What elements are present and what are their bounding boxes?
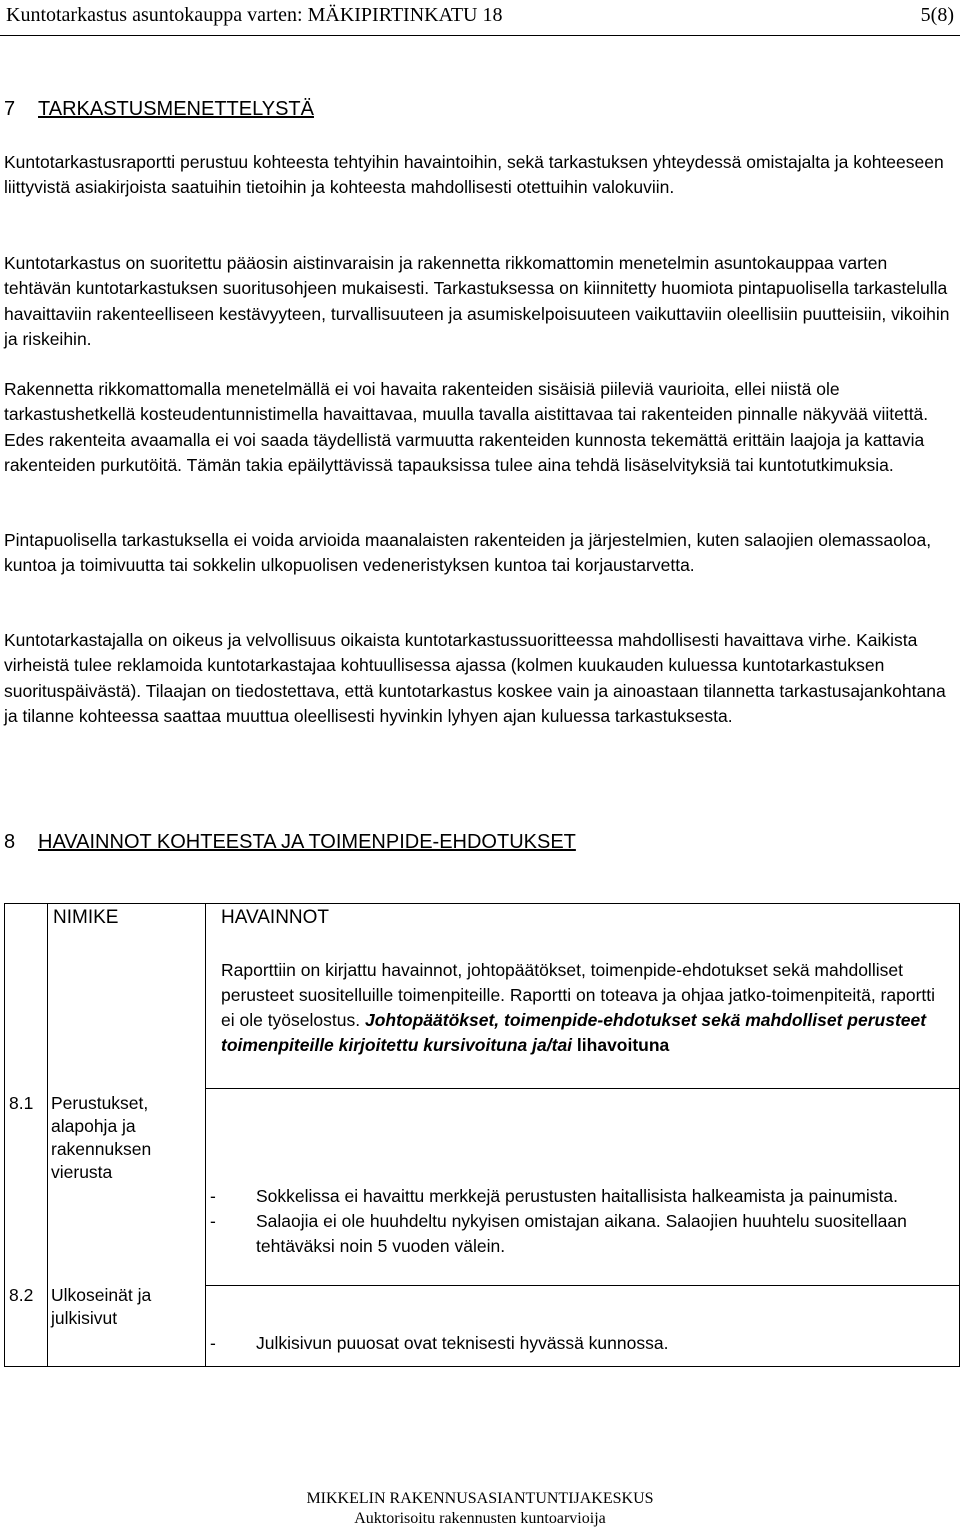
footer-tagline: Auktorisoitu rakennusten kuntoarvioija xyxy=(354,1510,606,1527)
table-row-divider-1 xyxy=(205,1088,959,1089)
row-8-1-observations xyxy=(210,1184,955,1259)
row-8-2-number: 8.2 xyxy=(9,1285,34,1305)
observation-text: Salaojia ei ole huuhdeltu nykyisen omistajan aikana. Salaojien huuhtelu suositellaan tehtäväksi noin 5 vuoden välein. xyxy=(256,1211,907,1256)
table-divider-num xyxy=(47,904,48,1366)
row-8-1-name: Perustukset, alapohja ja rakennuksen vierusta xyxy=(51,1093,152,1182)
row-8-2-name: Ulkoseinät ja julkisivut xyxy=(51,1285,152,1328)
bullet-dash: - xyxy=(210,1211,216,1231)
footer-company: MIKKELIN RAKENNUSASIANTUNTIJAKESKUS xyxy=(306,1490,654,1507)
column-header-observations: HAVAINNOT xyxy=(221,907,330,928)
section-7-heading xyxy=(4,98,314,121)
header-title: Kuntotarkastus asuntokauppa varten: MÄKIPIRTINKATU 18 xyxy=(6,4,503,26)
intro-plain: Raporttiin on kirjattu havainnot, johtopäätökset, toimenpide-ehdotukset sekä mahdolliset perusteet suositelluille toimenpiteille. Raportti on toteava ja ohjaa jatko-toimenpiteitä, raportti ei ole työselostus. xyxy=(221,960,936,1030)
paragraph-2: Kuntotarkastus on suoritettu pääosin aistinvaraisin ja rakennetta rikkomattomin menetelmin asuntokauppaa varten tehtävän kuntotarkastuksen suoritusohjeen mukaisesti. Tarkastuksessa on kiinnitetty huomiota pintapuolisella tarkastelulla havaittaviin rakenteelliseen kestävyyteen, turvallisuuteen ja asumiskelpoisuuteen vaikuttaviin oleellisiin puutteisiin, vikoihin ja riskeihin. xyxy=(4,253,950,349)
table-row-divider-2 xyxy=(205,1285,959,1286)
observation-text: Sokkelissa ei havaittu merkkejä perustusten haitallisista halkeamista ja painumista. xyxy=(256,1186,898,1206)
list-item xyxy=(210,1331,955,1356)
column-header-name: NIMIKE xyxy=(53,907,119,928)
bullet-dash: - xyxy=(210,1186,216,1206)
section-8-title: HAVAINNOT KOHTEESTA JA TOIMENPIDE-EHDOTUKSET xyxy=(38,831,576,853)
row-8-1-number: 8.1 xyxy=(9,1093,34,1113)
paragraph-4: Pintapuolisella tarkastuksella ei voida arvioida maanalaisten rakenteiden ja järjestelmien, kuten salaojien olemassaoloa, kuntoa ja toimivuutta tai sokkelin ulkopuolisen vedeneristyksen kuntoa tai korjaustarvetta. xyxy=(4,530,932,576)
section-8-number: 8 xyxy=(4,831,16,853)
list-item xyxy=(210,1209,955,1259)
page-number: 5(8) xyxy=(920,4,954,26)
bullet-dash: - xyxy=(210,1333,216,1353)
paragraph-1: Kuntotarkastusraportti perustuu kohteesta tehtyihin havaintoihin, sekä tarkastuksen yhteydessä omistajalta ja kohteeseen liittyvistä asiakirjoista saatuihin tietoihin ja kohteesta mahdollisesti otettuihin valokuviin. xyxy=(4,152,944,198)
paragraph-3: Rakennetta rikkomattomalla menetelmällä ei voi havaita rakenteiden sisäisiä piileviä vaurioita, ellei niistä ole tarkastushetkellä kosteudentunnistimella havaittavaa, muulla tavalla aistittavaa tai rakenteiden pinnalle näkyvää viitettä. Edes rakenteita avaamalla ei voi saada täydellistä varmuutta rakenteiden kunnosta tekemättä erittäin laajoja ja kattavia rakenteiden purkutöitä. Tämän takia epäilyttävissä tapauksissa tulee aina tehdä lisäselvityksiä tai kuntotutkimuksia. xyxy=(4,379,929,475)
table-divider-name xyxy=(205,904,206,1366)
intro-bold: lihavoituna xyxy=(576,1035,670,1055)
paragraph-5: Kuntotarkastajalla on oikeus ja velvollisuus oikaista kuntotarkastussuoritteessa mahdollisesti havaittava virhe. Kaikista virheistä tulee reklamoida kuntotarkastajaa kohtuullisessa ajassa (kolmen kuukauden kuluessa kuntotarkastuksen suorituspäivästä). Tilaajan on tiedostettava, että kuntotarkastus koskee vain ja ainoastaan tilannetta tarkastusajankohtana ja tilanne kohteessa saattaa muuttua oleellisesti hyvinkin lyhyen ajan kuluessa tarkastuksesta. xyxy=(4,630,946,726)
section-8-heading xyxy=(4,831,576,854)
section-7-title: TARKASTUSMENETTELYSTÄ xyxy=(38,98,314,120)
observations-table xyxy=(4,903,960,1367)
intro-bold-italic: Johtopäätökset, toimenpide-ehdotukset sekä mahdolliset perusteet toimenpiteille kirjoitettu kursivoituna ja/tai xyxy=(221,1010,927,1055)
table-intro-text xyxy=(221,958,951,1058)
page-header xyxy=(0,0,960,36)
list-item xyxy=(210,1184,955,1209)
observation-text: Julkisivun puuosat ovat teknisesti hyvässä kunnossa. xyxy=(256,1333,669,1353)
row-8-2-observations xyxy=(210,1331,955,1356)
section-7-number: 7 xyxy=(4,98,16,120)
